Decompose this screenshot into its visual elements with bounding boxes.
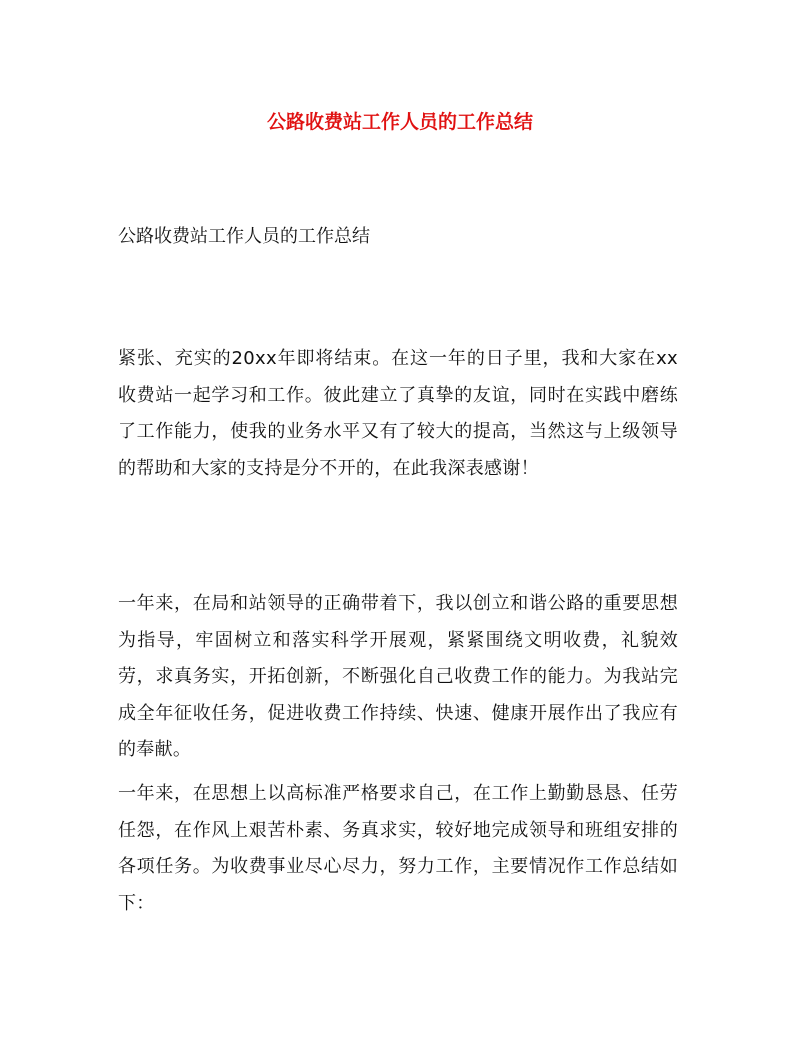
paragraph-3: 一年来，在思想上以高标准严格要求自己，在工作上勤勤恳恳、任劳任怨，在作风上艰苦朴素、务真求实，较好地完成领导和班组安排的各项任务。为收费事业尽心尽力，努力工作，主要情况作工作总结如下：: [118, 783, 678, 914]
paragraph-1: 紧张、充实的20xx年即将结束。在这一年的日子里，我和大家在xx收费站一起学习和工作。彼此建立了真挚的友谊，同时在实践中磨练了工作能力，使我的业务水平又有了较大的提高，当然这与上级领导的帮助和大家的支持是分不开的，在此我深表感谢！: [118, 348, 678, 479]
page-title: 公路收费站工作人员的工作总结: [266, 111, 533, 133]
paragraph-2: 一年来，在局和站领导的正确带着下，我以创立和谐公路的重要思想为指导，牢固树立和落实科学开展观，紧紧围绕文明收费，礼貌效劳，求真务实，开拓创新，不断强化自己收费工作的能力。为我站完成全年征收任务，促进收费工作持续、快速、健康开展作出了我应有的奉献。: [118, 593, 678, 760]
document-subtitle: 公路收费站工作人员的工作总结: [118, 226, 370, 247]
